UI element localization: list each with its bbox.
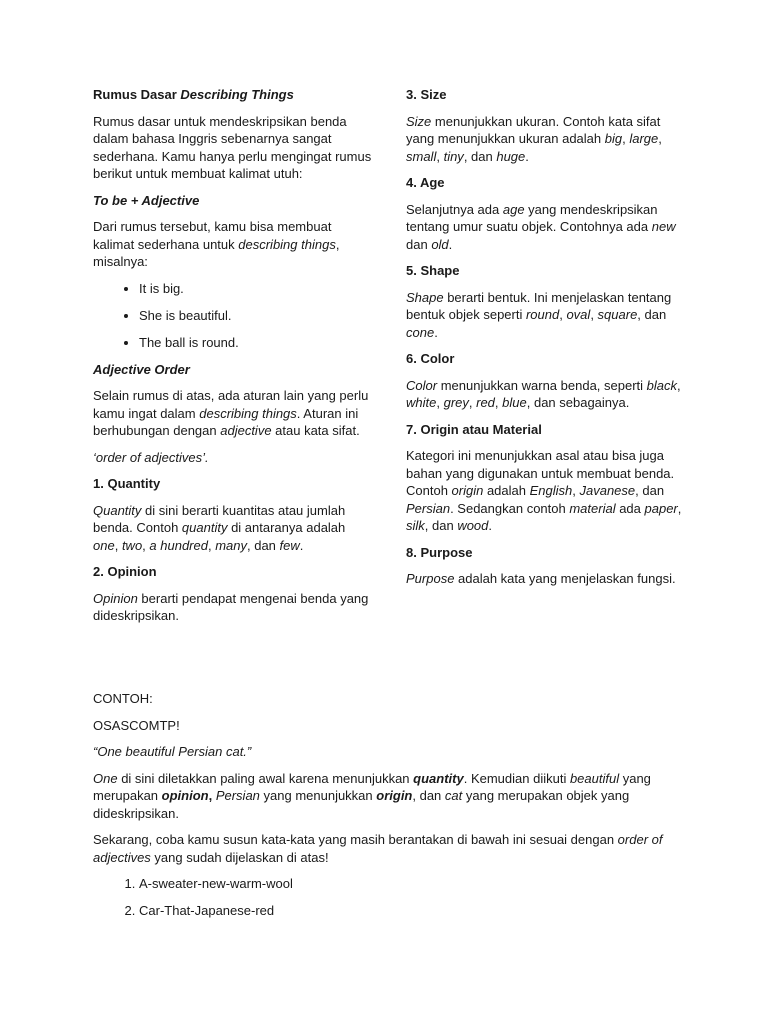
order-quote: ‘order of adjectives’. <box>93 449 209 465</box>
explanation-paragraph: One di sini diletakkan paling awal karena menunjukkan quantity. Kemudian diikuti beautiful yang merupakan opinion, Persian yang menunjukkan origin, dan cat yang merupakan objek yang dideskripsikan. <box>93 770 651 821</box>
example-list <box>93 280 373 352</box>
order-paragraph: Selain rumus di atas, ada aturan lain yang perlu kamu ingat dalam describing things. Aturan ini berhubungan dengan adjective atau kata sifat. <box>93 388 369 438</box>
formula-heading: To be + Adjective <box>93 192 200 208</box>
color-paragraph: Color menunjukkan warna benda, seperti black, white, grey, red, blue, dan sebagainya. <box>406 377 681 410</box>
quantity-heading: 1. Quantity <box>93 476 161 491</box>
list-item: • The ball is round. <box>139 334 373 352</box>
shape-heading: 5. Shape <box>406 263 460 278</box>
quantity-paragraph: Quantity di sini berarti kuantitas atau jumlah benda. Contoh quantity di antaranya adalah one, two, a hundred, many, dan few. <box>93 502 346 553</box>
origin-paragraph: Kategori ini menunjukkan asal atau bisa juga bahan yang digunakan untuk membuat benda. Contoh origin adalah English, Javanese, dan Persian. Sedangkan contoh material ada paper, silk, dan wood. <box>406 448 682 533</box>
purpose-paragraph: Purpose adalah kata yang menjelaskan fungsi. <box>406 571 676 586</box>
example-section <box>93 690 673 929</box>
list-item: 2. Car-That-Japanese-red <box>139 902 673 920</box>
shape-paragraph: Shape berarti bentuk. Ini menjelaskan tentang bentuk objek seperti round, oval, square, dan cone. <box>406 289 672 340</box>
color-heading: 6. Color <box>406 351 455 366</box>
example-intro: Dari rumus tersebut, kamu bisa membuat kalimat sederhana untuk describing things, misalnya: <box>93 219 340 269</box>
contoh-label: CONTOH: <box>93 691 153 706</box>
origin-heading: 7. Origin atau Material <box>406 421 542 437</box>
right-column <box>406 86 691 597</box>
section-title: Rumus Dasar Describing Things <box>93 87 294 102</box>
age-heading: 4. Age <box>406 175 445 190</box>
list-item: • It is big. <box>139 280 373 298</box>
task-list <box>93 875 673 920</box>
adjective-order-heading: Adjective Order <box>93 361 190 377</box>
list-item: 1. A-sweater-new-warm-wool <box>139 875 673 893</box>
age-paragraph: Selanjutnya ada age yang mendeskripsikan tentang umur suatu objek. Contohnya ada new dan old. <box>406 201 676 252</box>
intro-paragraph: Rumus dasar untuk mendeskripsikan benda dalam bahasa Inggris sebenarnya sangat sederhana. Kamu hanya perlu mengingat rumus berikut untuk membuat kalimat utuh: <box>93 113 372 181</box>
opinion-paragraph: Opinion berarti pendapat mengenai benda yang dideskripsikan. <box>93 590 369 623</box>
size-paragraph: Size menunjukkan ukuran. Contoh kata sifat yang menunjukkan ukuran adalah big, large, small, tiny, dan huge. <box>406 113 662 164</box>
list-item: • She is beautiful. <box>139 307 373 325</box>
task-instruction: Sekarang, coba kamu susun kata-kata yang masih berantakan di bawah ini sesuai dengan order of adjectives yang sudah dijelaskan di atas! <box>93 832 663 865</box>
left-column <box>93 86 373 634</box>
acronym: OSASCOMTP! <box>93 717 180 733</box>
example-sentence: “One beautiful Persian cat.” <box>93 744 252 759</box>
purpose-heading: 8. Purpose <box>406 544 473 560</box>
opinion-heading: 2. Opinion <box>93 564 157 579</box>
size-heading: 3. Size <box>406 87 447 102</box>
